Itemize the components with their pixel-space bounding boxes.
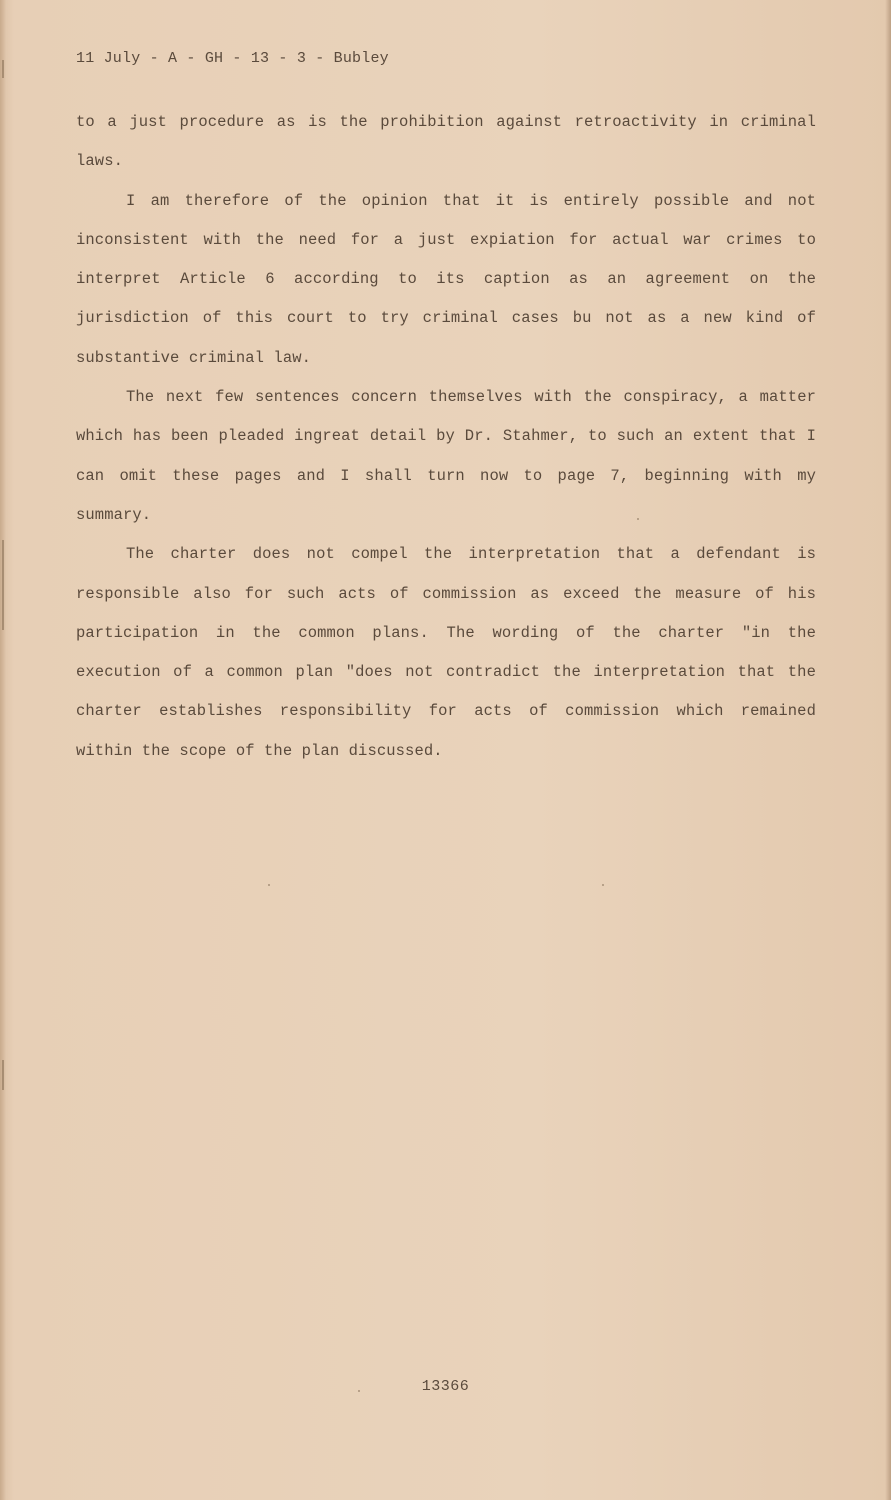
document-header: 11 July - A - GH - 13 - 3 - Bubley <box>76 50 389 67</box>
document-body <box>76 103 816 771</box>
binding-mark <box>2 60 4 78</box>
paragraph: The next few sentences concern themselves with the conspiracy, a matter which has been pleaded ingreat detail by Dr. Stahmer, to such an extent that I can omit these pages and I shall turn now to page 7, beginning with my summary. <box>76 388 816 524</box>
binding-mark <box>2 540 4 630</box>
paragraph: The charter does not compel the interpretation that a defendant is responsible also for such acts of commission as exceed the measure of his participation in the common plans. The wording of the charter "in the execution of a common plan "does not contradict the interpretation that the charter establishes responsibility for acts of commission which remained within the scope of the plan discussed. <box>76 545 816 760</box>
paper-speck <box>602 884 604 886</box>
paper-speck <box>637 518 639 520</box>
paper-speck <box>268 884 270 886</box>
page-number: 13366 <box>421 1378 470 1395</box>
paragraph-continuation: to a just procedure as is the prohibition against retroactivity in criminal laws. <box>76 113 816 171</box>
binding-mark <box>2 1060 4 1090</box>
page-edge-shadow-left <box>0 0 6 1500</box>
paragraph: I am therefore of the opinion that it is entirely possible and not inconsistent with the need for a just expiation for actual war crimes to interpret Article 6 according to its caption as an agreement on the jurisdiction of this court to try criminal cases bu not as a new kind of substantive criminal law. <box>76 191 816 367</box>
page-edge-shadow-right <box>885 0 891 1500</box>
